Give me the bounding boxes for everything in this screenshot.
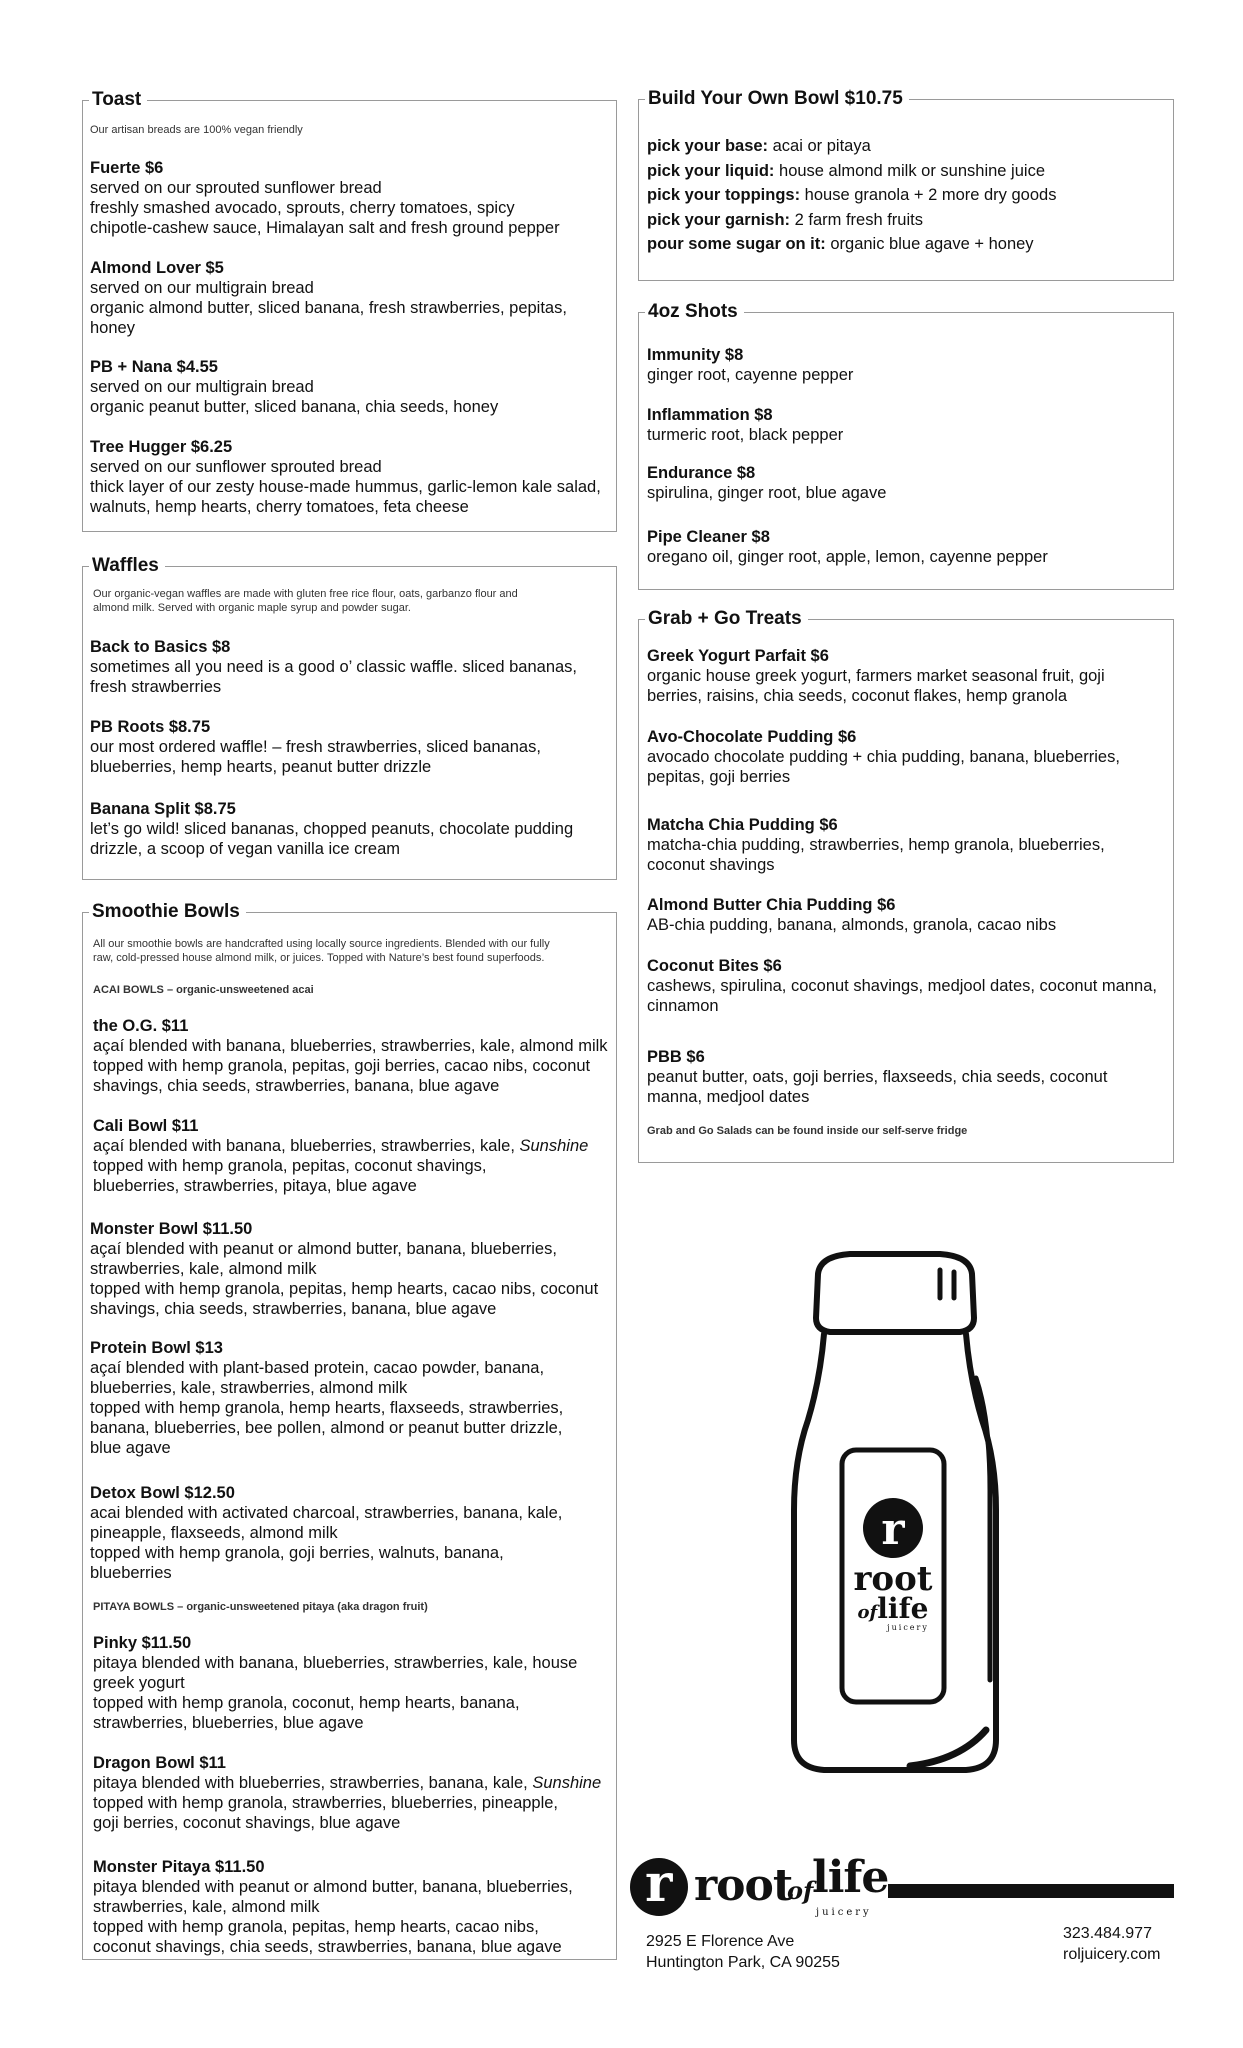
menu-item: Monster Bowl $11.50 açaí blended with peanut or almond butter, banana, blueberries, strawberries, kale, almond milk topped with hemp granola, pepitas, hemp hearts, cacao nibs, coconut shavings, chia seeds, strawberries, banana, blue agave [90, 1220, 599, 1318]
section-title: Build Your Own Bowl $10.75 [645, 87, 909, 111]
phone-number: 323.484.977 [1063, 1925, 1152, 1942]
menu-item: Detox Bowl $12.50 acai blended with activated charcoal, strawberries, banana, kale, pineapple, flaxseeds, almond milk topped with hemp granola, goji berries, walnuts, banana, blueberries [90, 1484, 563, 1582]
section-title: Toast [89, 88, 147, 112]
juice-bottle-icon [790, 1250, 1000, 1780]
byo-row: pick your base: acai or pitaya [647, 137, 871, 155]
svg-text:r: r [881, 1504, 905, 1555]
svg-text:juicery: juicery [887, 1623, 929, 1632]
salads-note: Grab and Go Salads can be found inside our self-serve fridge [647, 1125, 968, 1137]
section-title: Grab + Go Treats [645, 607, 808, 631]
root-of-life-logo: r root of life juicery [630, 1858, 880, 1924]
byo-row: pour some sugar on it: organic blue agave + honey [647, 235, 1034, 253]
menu-item: Protein Bowl $13 açaí blended with plant-based protein, cacao powder, banana, blueberries, kale, strawberries, almond milk topped with hemp granola, hemp hearts, flaxseeds, strawberries, banana, blueberries, bee pollen, almond or peanut butter drizzle, blue agave [90, 1339, 564, 1457]
menu-item: PB Roots $8.75 our most ordered waffle! – fresh strawberries, sliced bananas, blueberries, hemp hearts, peanut butter drizzle [90, 718, 541, 776]
menu-item: Banana Split $8.75 let’s go wild! sliced bananas, chopped peanuts, chocolate pudding drizzle, a scoop of vegan vanilla ice cream [90, 800, 574, 858]
treats-section [638, 608, 1174, 1163]
menu-item: Pipe Cleaner $8 oregano oil, ginger root, apple, lemon, cayenne pepper [647, 528, 1048, 566]
menu-item: Coconut Bites $6 cashews, spirulina, coconut shavings, medjool dates, coconut manna, cinnamon [647, 957, 1157, 1015]
menu-item: Inflammation $8 turmeric root, black pepper [647, 406, 844, 444]
byo-row: pick your liquid: house almond milk or sunshine juice [647, 162, 1045, 180]
menu-item: Monster Pitaya $11.50 pitaya blended with peanut or almond butter, banana, blueberries, strawberries, kale, almond milk topped with hemp granola, pepitas, hemp hearts, cacao nibs, coconut shavings, chia seeds, strawberries, banana, blue agave [93, 1858, 573, 1956]
menu-item: Almond Lover $5 served on our multigrain bread organic almond butter, sliced banana, fresh strawberries, pepitas, honey [90, 259, 567, 337]
menu-item: Pinky $11.50 pitaya blended with banana, blueberries, strawberries, kale, house greek yogurt topped with hemp granola, coconut, hemp hearts, banana, strawberries, blueberries, blue agave [93, 1634, 578, 1732]
pitaya-bowls-subheading: PITAYA BOWLS – organic-unsweetened pitaya (aka dragon fruit) [93, 1601, 428, 1613]
waffles-section [82, 555, 617, 880]
menu-item: Almond Butter Chia Pudding $6 AB-chia pudding, banana, almonds, granola, cacao nibs [647, 896, 1057, 934]
smoothie-bowls-section [82, 901, 617, 1960]
byo-row: pick your toppings: house granola + 2 more dry goods [647, 186, 1057, 204]
section-title: 4oz Shots [645, 300, 744, 324]
menu-item: Matcha Chia Pudding $6 matcha-chia pudding, strawberries, hemp granola, blueberries, coconut shavings [647, 816, 1105, 874]
section-intro: All our smoothie bowls are handcrafted using locally source ingredients. Blended with our fully raw, cold-pressed house almond milk, or juices. Topped with Nature’s best found superfoods. [93, 938, 550, 964]
svg-text:oflife: oflife [857, 1592, 929, 1625]
acai-bowls-subheading: ACAI BOWLS – organic-unsweetened acai [93, 984, 314, 996]
build-your-own-section [638, 88, 1174, 281]
menu-item: PB + Nana $4.55 served on our multigrain bread organic peanut butter, sliced banana, chia seeds, honey [90, 358, 499, 416]
section-title: Waffles [89, 554, 165, 578]
svg-text:root: root [853, 1559, 933, 1599]
menu-item: Back to Basics $8 sometimes all you need is a good o’ classic waffle. sliced bananas, fresh strawberries [90, 638, 578, 696]
menu-item: PBB $6 peanut butter, oats, goji berries, flaxseeds, chia seeds, coconut manna, medjool dates [647, 1048, 1108, 1106]
menu-item: the O.G. $11 açaí blended with banana, blueberries, strawberries, kale, almond milk topped with hemp granola, pepitas, goji berries, cacao nibs, coconut shavings, chia seeds, strawberries, banana, blue agave [93, 1017, 608, 1095]
menu-item: Tree Hugger $6.25 served on our sunflower sprouted bread thick layer of our zesty house-made hummus, garlic-lemon kale salad, walnuts, hemp hearts, cherry tomatoes, feta cheese [90, 438, 601, 516]
section-title: Smoothie Bowls [89, 900, 246, 924]
menu-item: Greek Yogurt Parfait $6 organic house greek yogurt, farmers market seasonal fruit, goji berries, raisins, chia seeds, coconut flakes, hemp granola [647, 647, 1105, 705]
toast-section [82, 89, 617, 532]
menu-item: Cali Bowl $11 açaí blended with banana, blueberries, strawberries, kale, Sunshine topped with hemp granola, pepitas, coconut shavings, blueberries, strawberries, pitaya, blue agave [93, 1117, 589, 1195]
menu-item: Immunity $8 ginger root, cayenne pepper [647, 346, 854, 384]
logo-rule [888, 1884, 1174, 1898]
byo-row: pick your garnish: 2 farm fresh fruits [647, 211, 923, 229]
menu-item: Dragon Bowl $11 pitaya blended with blueberries, strawberries, banana, kale, Sunshine topped with hemp granola, strawberries, blueberries, pineapple, goji berries, coconut shavings, blue agave [93, 1754, 602, 1832]
shots-section [638, 301, 1174, 590]
section-intro: Our organic-vegan waffles are made with gluten free rice flour, oats, garbanzo flour and almond milk. Served with organic maple syrup and powder sugar. [93, 588, 518, 614]
address-line-1: 2925 E Florence Ave [646, 1933, 795, 1950]
menu-item: Avo-Chocolate Pudding $6 avocado chocolate pudding + chia pudding, banana, blueberries, pepitas, goji berries [647, 728, 1120, 786]
menu-item: Endurance $8 spirulina, ginger root, blue agave [647, 464, 887, 502]
website-link[interactable]: roljuicery.com [1063, 1946, 1161, 1963]
section-intro: Our artisan breads are 100% vegan friendly [90, 124, 303, 136]
address-line-2: Huntington Park, CA 90255 [646, 1954, 840, 1971]
menu-item: Fuerte $6 served on our sprouted sunflower bread freshly smashed avocado, sprouts, cherry tomatoes, spicy chipotle-cashew sauce, Himalayan salt and fresh ground pepper [90, 159, 560, 237]
